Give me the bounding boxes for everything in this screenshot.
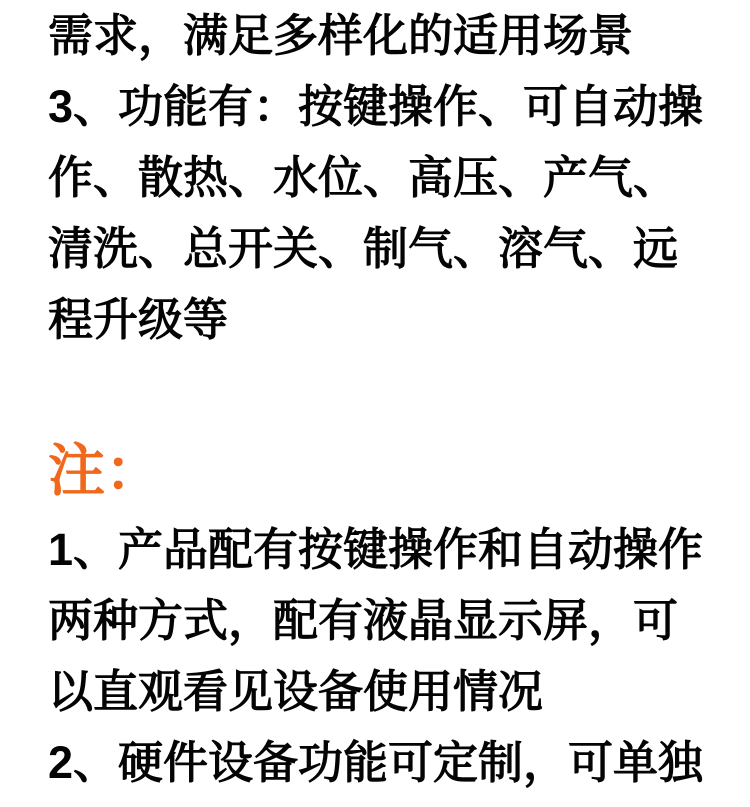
- note-line: 2、硬件设备功能可定制，可单独: [48, 737, 704, 788]
- description-line: 作、散热、水位、高压、产气、: [48, 152, 679, 203]
- description-line: 清洗、总开关、制气、溶气、远: [48, 223, 679, 274]
- description-line: 程升级等: [48, 294, 229, 345]
- note-heading: 注：: [48, 439, 162, 503]
- description-line: 需求，满足多样化的适用场景: [48, 10, 634, 61]
- note-paragraph: [48, 514, 734, 798]
- description-line: 3、功能有：按键操作、可自动操: [48, 81, 704, 132]
- note-line: 1、产品配有按键操作和自动操作: [48, 524, 704, 575]
- note-line: 以直观看见设备使用情况: [48, 666, 544, 717]
- feature-description-paragraph: [48, 0, 734, 355]
- note-line: 两种方式，配有液晶显示屏，可: [48, 595, 679, 646]
